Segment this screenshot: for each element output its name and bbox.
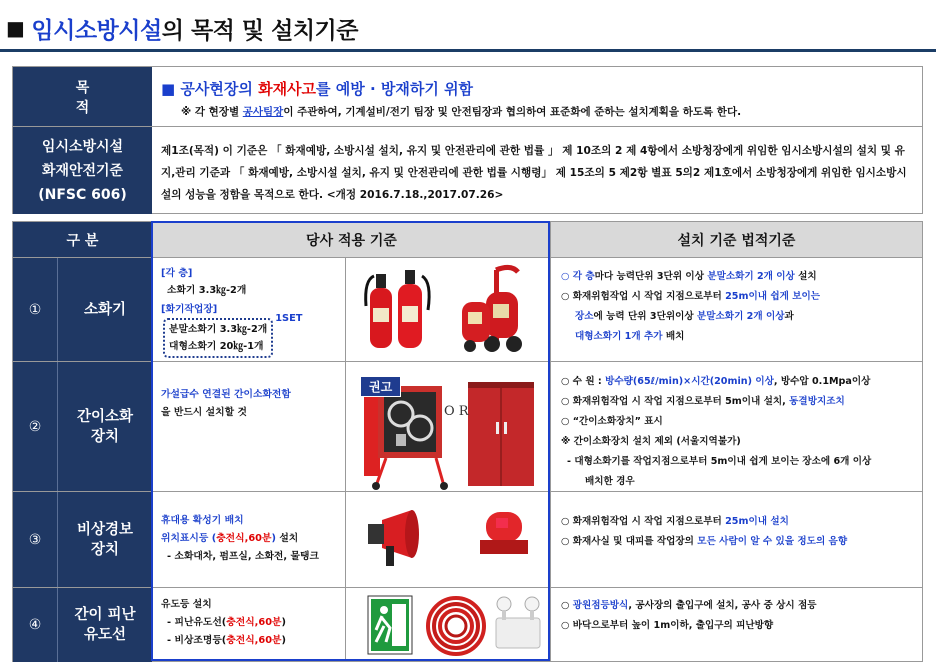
row-legal-text: ○ 수 원 : 방수량(65ℓ/min)×시간(20min) 이상, 방수압 0.1Mpa이상 ○ 화재위험작업 시 작업 지점으로부터 5m이내 설치, 동결방지조치 ○ “간이소화장치” 표시 ※ 간이소화장치 설치 제외 (서울지역불가) - 대형소화기를 작업지점으로부터 5m이내 쉽게 보이는 장소에 6개 이상 배치한 경우 [550, 362, 922, 491]
row-apply-text: 가설급수 연결된 간이소화전함 을 반드시 설치할 것 [152, 362, 345, 491]
standard-row [13, 127, 922, 214]
row-name: 소화기 [57, 258, 152, 361]
fire-extinguisher-icon [346, 258, 551, 362]
header-apply: 당사 적용 기준 [152, 222, 550, 258]
row-number: ③ [13, 492, 57, 587]
page-title [6, 8, 358, 48]
row-name: 간이소화 장치 [57, 362, 152, 491]
or-text: O R [444, 404, 469, 419]
table-row-evacuation-guide [13, 588, 922, 662]
evacuation-image [345, 588, 550, 662]
row-apply-text: [각 층] 소화기 3.3㎏-2개 [화기작업장] 분말소화기 3.3㎏-2개 대형소화기 20㎏-1개 1SET [152, 258, 345, 361]
megaphone-siren-icon [346, 492, 551, 588]
purpose-label: 목적 [13, 67, 152, 126]
exit-sign-icon [346, 588, 551, 662]
row-name: 비상경보 장치 [57, 492, 152, 587]
standard-label: 임시소방시설 화재안전기준 (NFSC 606) [13, 127, 152, 214]
standard-content [161, 127, 914, 206]
purpose-row [13, 67, 922, 127]
purpose-main: ■ 공사현장의 화재사고를 예방 · 방재하기 위함 [161, 80, 474, 98]
row-number: ① [13, 258, 57, 361]
header-category: 구 분 [13, 222, 152, 258]
table-row-simple-extinguishing-device [13, 362, 922, 492]
table-row-emergency-alarm [13, 492, 922, 588]
row-legal-text: ○ 각 층마다 능력단위 3단위 이상 분말소화기 2개 이상 설치 ○ 화재위험작업 시 작업 지점으로부터 25m이내 쉽게 보이는 장소에 능력 단위 3단위이상 분말소화기 2개 이상과 대형소화기 1개 추가 배치 [550, 258, 922, 361]
table-row-extinguisher [13, 258, 922, 362]
row-number: ④ [13, 588, 57, 662]
recommend-badge: 권고 [360, 376, 401, 397]
row-apply-text: 휴대용 확성기 배치 위치표시등 (충전식,60분) 설치 - 소화대차, 펌프실, 소화전, 물탱크 [152, 492, 345, 587]
standard-body: 제1조(목적) 이 기준은 「 화재예방, 소방시설 설치, 유지 및 안전관리에 관한 법률 」 제 10조의 2 제 4항에서 소방청장에게 위임한 임시소방시설의 설치 및 유지,관리 기준과 「 화재예방, 소방시설 설치, 유지 및 안전관리에 관한 법률 시행령」 제 15조의 5 제2항 별표 5의2 제1호에서 소방청장에게 위임한 임시소방시설의 성능을 정함을 목적으로 한다. <개정 2016.7.18.,2017.07.26> [161, 145, 907, 201]
row-apply-text: 유도등 설치 - 피난유도선(충전식,60분) - 비상조명등(충전식,60분) [152, 588, 345, 662]
header-legal: 설치 기준 법적기준 [550, 222, 922, 258]
row-legal-text: ○ 화재위험작업 시 작업 지점으로부터 25m이내 설치 ○ 화재사실 및 대피를 작업장의 모든 사람이 알 수 있을 정도의 음향 [550, 492, 922, 587]
purpose-table [12, 66, 923, 214]
alarm-image [345, 492, 550, 587]
purpose-content [161, 67, 914, 119]
fire-work-set-box: 분말소화기 3.3㎏-2개 대형소화기 20㎏-1개 [163, 318, 273, 358]
purpose-note: ※ 각 현장별 공사팀장이 주관하여, 기계설비/전기 팀장 및 안전팀장과 협의하여 표준화에 준하는 설치계획을 하도록 한다. [181, 106, 742, 118]
set-label: 1SET [275, 313, 303, 324]
title-divider [0, 49, 936, 52]
row-legal-text: ○ 광원점등방식, 공사장의 출입구에 설치, 공사 중 상시 점등 ○ 바닥으로부터 높이 1m이하, 출입구의 피난방향 [550, 588, 922, 662]
row-name: 간이 피난 유도선 [57, 588, 152, 662]
hydrant-box-image [345, 362, 550, 491]
row-number: ② [13, 362, 57, 491]
title-rest: 의 목적 및 설치기준 [161, 17, 358, 44]
title-square-icon: ■ [6, 16, 25, 40]
criteria-table [12, 221, 923, 662]
extinguisher-image [345, 258, 550, 361]
title-highlight: 임시소방시설 [31, 17, 162, 44]
